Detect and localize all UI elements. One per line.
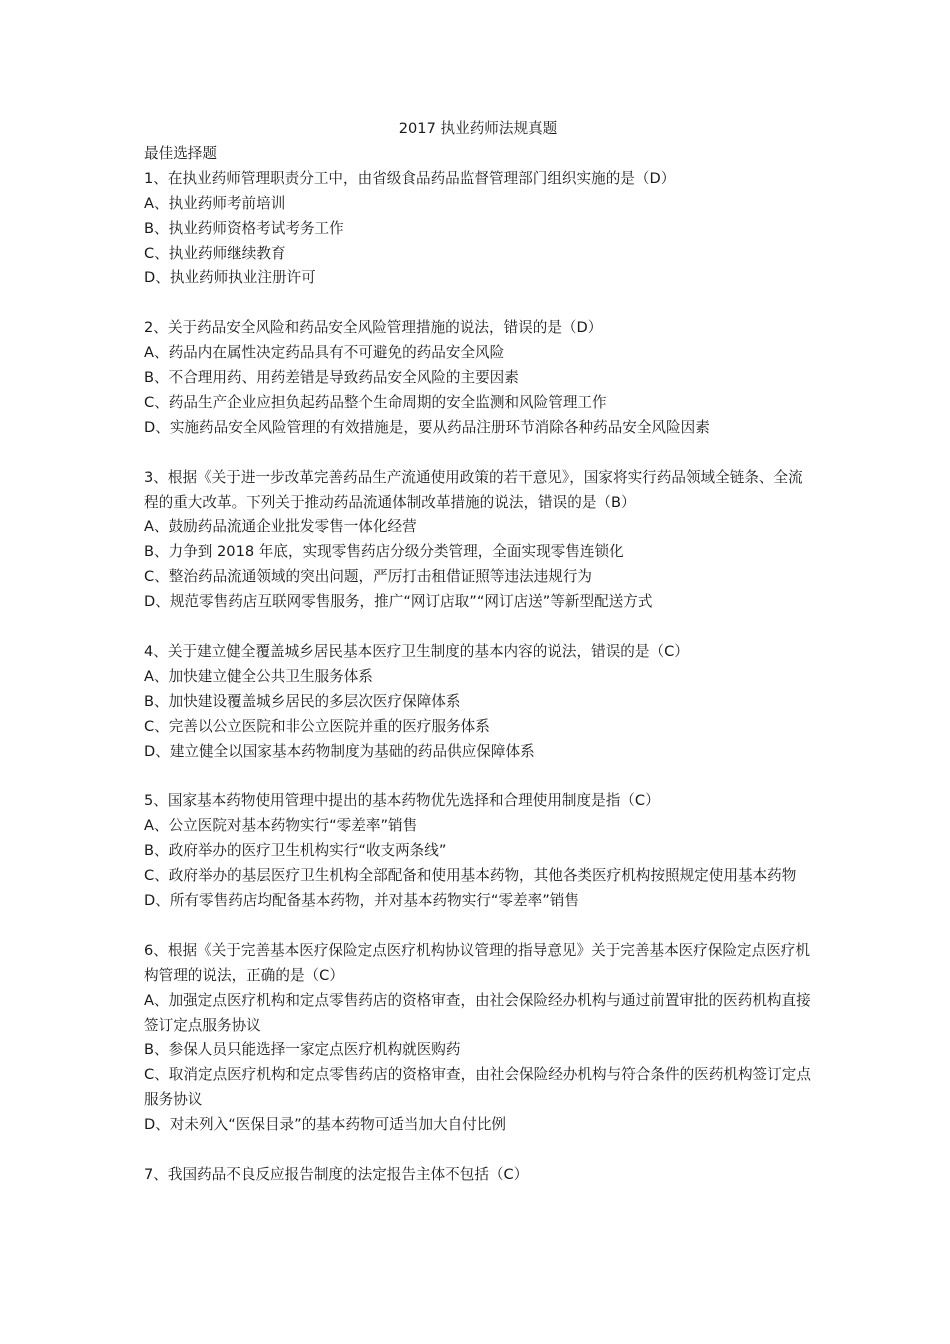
option-d: D、建立健全以国家基本药物制度为基础的药品供应保障体系 <box>144 742 535 760</box>
option-d: D、执业药师执业注册许可 <box>144 269 316 287</box>
question-3 <box>144 466 812 615</box>
question-stem: 6、根据《关于完善基本医疗保险定点医疗机构协议管理的指导意见》关于完善基本医疗保险定点医疗机构管理的说法，正确的是（C） <box>144 941 811 984</box>
document-title: 2017 执业药师法规真题 <box>398 120 558 137</box>
option-c: C、执业药师继续教育 <box>144 244 286 262</box>
question-stem: 3、根据《关于进一步改革完善药品生产流通使用政策的若干意见》，国家将实行药品领域全链条、全流程的重大改革。下列关于推动药品流通体制改革措施的说法，错误的是（B） <box>144 468 803 511</box>
option-d: D、所有零售药店均配备基本药物，并对基本药物实行“零差率”销售 <box>144 892 579 910</box>
option-a: A、加强定点医疗机构和定点零售药店的资格审查，由社会保险经办机构与通过前置审批的医药机构直接签订定点服务协议 <box>144 991 811 1034</box>
option-b: B、参保人员只能选择一家定点医疗机构就医购药 <box>144 1041 461 1059</box>
option-b: B、执业药师资格考试考务工作 <box>144 219 344 237</box>
question-stem: 1、在执业药师管理职责分工中，由省级食品药品监督管理部门组织实施的是（D） <box>144 169 676 187</box>
option-a: A、药品内在属性决定药品具有不可避免的药品安全风险 <box>144 344 505 362</box>
question-2 <box>144 316 812 441</box>
option-d: D、规范零售药店互联网零售服务，推广“网订店取”“网订店送”等新型配送方式 <box>144 593 653 611</box>
option-b: B、政府举办的医疗卫生机构实行“收支两条线” <box>144 842 447 860</box>
document-content <box>144 117 812 1213</box>
section-label: 最佳选择题 <box>144 144 217 162</box>
option-d: D、对未列入“医保目录”的基本药物可适当加大自付比例 <box>144 1116 507 1134</box>
option-c: C、完善以公立医院和非公立医院并重的医疗服务体系 <box>144 717 490 735</box>
question-stem: 4、关于建立健全覆盖城乡居民基本医疗卫生制度的基本内容的说法，错误的是（C） <box>144 642 689 660</box>
option-c: C、政府举办的基层医疗卫生机构全部配备和使用基本药物，其他各类医疗机构按照规定使用基本药物 <box>144 867 797 885</box>
option-a: A、鼓励药品流通企业批发零售一体化经营 <box>144 518 417 536</box>
option-b: B、不合理用药、用药差错是导致药品安全风险的主要因素 <box>144 369 519 387</box>
question-4 <box>144 640 812 765</box>
option-c: C、整治药品流通领域的突出问题，严厉打击租借证照等违法违规行为 <box>144 568 593 586</box>
question-stem: 7、我国药品不良反应报告制度的法定报告主体不包括（C） <box>144 1165 529 1183</box>
option-a: A、公立医院对基本药物实行“零差率”销售 <box>144 817 418 835</box>
question-7 <box>144 1163 812 1188</box>
question-5 <box>144 789 812 914</box>
question-1 <box>144 167 812 292</box>
option-a: A、执业药师考前培训 <box>144 194 286 212</box>
option-c: C、取消定点医疗机构和定点零售药店的资格审查，由社会保险经办机构与符合条件的医药机构签订定点服务协议 <box>144 1066 811 1109</box>
option-b: B、加快建设覆盖城乡居民的多层次医疗保障体系 <box>144 692 461 710</box>
option-c: C、药品生产企业应担负起药品整个生命周期的安全监测和风险管理工作 <box>144 393 607 411</box>
option-a: A、加快建立健全公共卫生服务体系 <box>144 667 373 685</box>
question-stem: 5、国家基本药物使用管理中提出的基本药物优先选择和合理使用制度是指（C） <box>144 792 660 810</box>
option-b: B、力争到 2018 年底，实现零售药店分级分类管理，全面实现零售连锁化 <box>144 543 624 561</box>
question-6 <box>144 939 812 1138</box>
option-d: D、实施药品安全风险管理的有效措施是，要从药品注册环节消除各种药品安全风险因素 <box>144 418 710 436</box>
question-stem: 2、关于药品安全风险和药品安全风险管理措施的说法，错误的是（D） <box>144 319 603 337</box>
